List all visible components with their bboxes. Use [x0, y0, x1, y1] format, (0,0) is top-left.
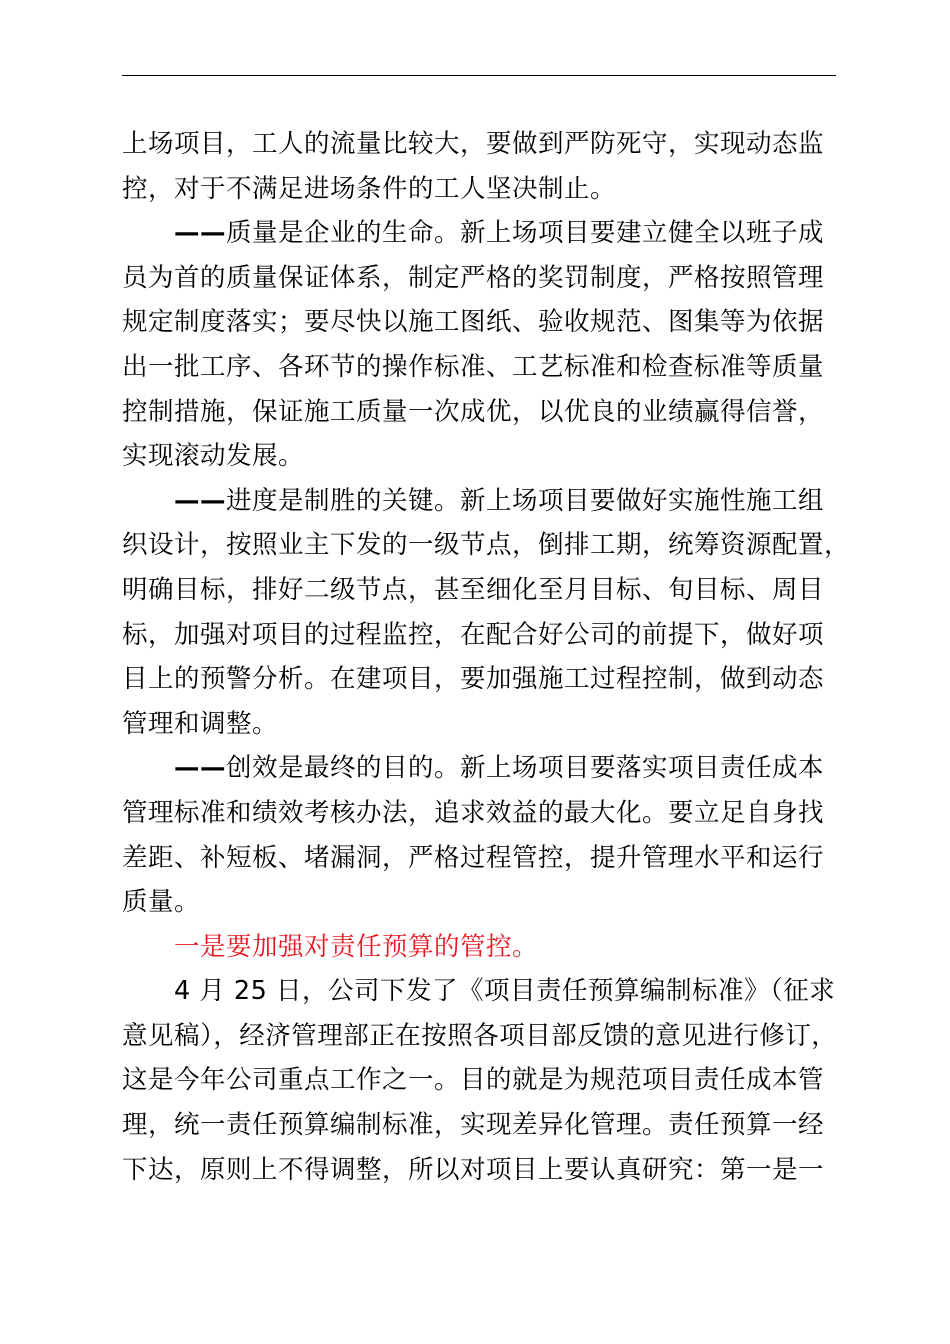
line-text: 这是今年公司重点工作之一。目的就是为规范项目责任成本管	[122, 1065, 825, 1096]
line-text: 实现滚动发展。	[122, 441, 305, 472]
text-line	[122, 523, 851, 568]
line-text: 标，加强对项目的过程监控，在配合好公司的前提下，做好项	[122, 619, 825, 650]
line-text: 一是要加强对责任预算的管控。	[174, 931, 539, 962]
text-line	[122, 122, 836, 167]
text-line	[122, 880, 836, 925]
text-line	[122, 568, 836, 613]
highlighted-text-line	[122, 925, 836, 970]
text-line	[122, 836, 836, 881]
line-text: 意见稿），经济管理部正在按照各项目部反馈的意见进行修订，	[122, 1020, 838, 1051]
line-text: 差距、补短板、堵漏洞，严格过程管控，提升管理水平和运行	[122, 842, 825, 873]
text-line	[122, 969, 836, 1014]
line-text: 控制措施，保证施工质量一次成优，以优良的业绩赢得信誉，	[122, 396, 825, 427]
text-line	[122, 791, 836, 836]
text-line	[122, 1058, 836, 1103]
line-text: 管理标准和绩效考核办法，追求效益的最大化。要立足自身找	[122, 797, 825, 828]
document-body	[122, 122, 851, 1192]
text-line	[122, 256, 836, 301]
line-text: 创效是最终的目的。新上场项目要落实项目责任成本	[226, 753, 825, 784]
line-text: 上场项目，工人的流量比较大，要做到严防死守，实现动态监	[122, 129, 825, 159]
text-line	[122, 1103, 836, 1148]
line-text: 出一批工序、各环节的操作标准、工艺标准和检查标准等质量	[122, 351, 825, 382]
line-text: 员为首的质量保证体系，制定严格的奖罚制度，严格按照管理	[122, 262, 825, 293]
em-dash-marker: ——	[174, 485, 226, 516]
line-text: 织设计，按照业主下发的一级节点，倒排工期，统筹资源配置，	[122, 530, 851, 561]
em-dash-marker: ——	[174, 218, 226, 249]
text-line	[122, 345, 836, 390]
text-line	[122, 300, 836, 345]
line-text: 下达，原则上不得调整，所以对项目上要认真研究：第一是一	[122, 1154, 825, 1185]
text-line	[122, 479, 836, 524]
text-line	[122, 657, 836, 702]
line-text: 质量是企业的生命。新上场项目要建立健全以班子成	[226, 218, 825, 249]
text-line	[122, 434, 836, 479]
em-dash-marker: ——	[174, 753, 226, 784]
line-text: 明确目标，排好二级节点，甚至细化至月目标、旬目标、周目	[122, 574, 825, 605]
line-text: 管理和调整。	[122, 708, 279, 739]
line-text: 控，对于不满足进场条件的工人坚决制止。	[122, 173, 617, 204]
line-text: 理，统一责任预算编制标准，实现差异化管理。责任预算一经	[122, 1110, 825, 1141]
line-text: 进度是制胜的关键。新上场项目要做好实施性施工组	[226, 485, 825, 516]
line-text: 质量。	[122, 887, 201, 918]
text-line	[122, 1014, 836, 1059]
text-line	[122, 390, 836, 435]
text-line	[122, 167, 836, 212]
line-text: 规定制度落实；要尽快以施工图纸、验收规范、图集等为依据	[122, 307, 825, 338]
text-line	[122, 746, 836, 791]
text-line	[122, 211, 836, 256]
text-line	[122, 613, 836, 658]
line-text: 目上的预警分析。在建项目，要加强施工过程控制，做到动态	[122, 664, 825, 695]
text-line	[122, 1148, 836, 1193]
line-text: 4 月 25 日，公司下发了《项目责任预算编制标准》（征求	[174, 976, 836, 1007]
header-rule	[122, 75, 836, 76]
text-line	[122, 702, 836, 747]
